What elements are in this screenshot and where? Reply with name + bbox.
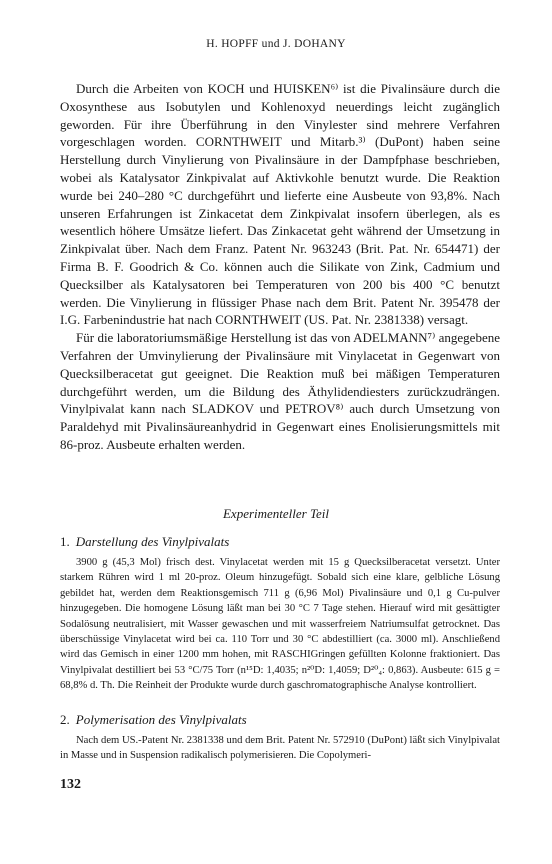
section-1-body [60,555,500,694]
section-1-heading [60,534,500,550]
section-2-title: Polymerisation des Vinylpivalats [75,712,247,727]
experimental-heading: Experimenteller Teil [222,506,330,521]
running-header: H. HOPFF und J. DOHANY [206,38,346,50]
section-2-number: 2. [60,712,70,727]
section-1-number: 1. [60,534,70,549]
section-2-paragraph: Nach dem US.-Patent Nr. 2381338 und dem Brit. Patent Nr. 572910 (DuPont) läßt sich Vinylpivalat in Masse und in Suspension radikalisch polymerisieren. Die Copolymeri- [60,735,500,762]
section-1-paragraph: 3900 g (45,3 Mol) frisch dest. Vinylacetat werden mit 15 g Quecksilberacetat versetzt. Unter starkem Rühren wird 1 ml 20-proz. Oleum hinzugefügt. Sobald sich eine klare, gelbliche Lösung gebildet hat, werden dem Reaktionsgemisch 711 g (6,96 Mol) Pivalinsäure und 0,1 g Cu-pulver hinzugegeben. Die homogene Lösung läßt man bei 30 °C 7 Tage stehen. Hierauf wird mit gesättigter Sodalösung neutralisiert, mit Wasser gewaschen und mit wasserfreiem Natriumsulfat getrocknet. Das überschüssige Vinylacetat wird bei ca. 110 Torr und 30 °C abdestilliert (ca. 3000 ml). Anschließend wird das Gemisch in einer 1200 mm hohen, mit RASCHIGringen gefüllten Kolonne fraktioniert. Das Vinylpivalat destilliert bei 53 °C/75 Torr (n¹⁵D: 1,4035; n²⁰D: 1,4059; D²⁰₄: 0,863). Ausbeute: 615 g = 68,8% d. Th. Die Reinheit der Produkte wurde durch gaschromatographische Analyse kontrolliert. [60,557,500,692]
page-number: 132 [60,777,81,792]
section-2-heading [60,712,500,728]
intro-paragraph-1: Durch die Arbeiten von KOCH und HUISKEN⁶⁾ ist die Pivalinsäure durch die Oxosynthese aus Isobutylen und Kohlenoxyd neuerdings leicht zugänglich geworden. Für ihre Überführung in den Vinylester sind mehrere Verfahren vorgeschlagen worden. CORNTHWEIT und Mitarb.³⁾ (DuPont) haben seine Herstellung durch Vinylierung von Pivalinsäure in der Dampfphase beschrieben, wobei als Katalysator Zinkpivalat auf Aktivkohle benutzt wurde. Die Reaktion wurde bei 240–280 °C durchgeführt und lieferte eine Ausbeute von 93,8%. Nach unseren Erfahrungen ist Zinkacetat dem Zinkpivalat insofern überlegen, als es wesentlich höhere Umsätze liefert. Das Zinkacetat geht während der Umsetzung in Zinkpivalat über. Nach dem Franz. Patent Nr. 963243 (Brit. Pat. Nr. 654471) der Firma B. F. Goodrich & Co. können auch die Silikate von Zink, Cadmium und Quecksilber als Katalysatoren bei Temperaturen von 200 bis 400 °C benutzt werden. Die Vinylierung in flüssiger Phase nach dem Brit. Patent Nr. 395478 der I.G. Farbenindustrie hat nach CORNTHWEIT (US. Pat. Nr. 2381338) versagt. [60,81,500,328]
section-2-body [60,733,500,764]
intro-text [60,80,500,454]
section-1-title: Darstellung des Vinylpivalats [75,534,230,549]
intro-paragraph-2: Für die laboratoriumsmäßige Herstellung ist das von ADELMANN⁷⁾ angegebene Verfahren der Umvinylierung der Pivalinsäure mit Vinylacetat in Gegenwart von Quecksilberacetat gut geeignet. Die Reaktion muß bei mäßigen Temperaturen durchgeführt werden, um die Bildung des Äthylidendiesters zurückzudrängen. Vinylpivalat kann nach SLADKOV und PETROV⁸⁾ auch durch Umsetzung von Paraldehyd mit Pivalinsäureanhydrid in Gegenwart eines Enolisierungsmittels mit 86-proz. Ausbeute erhalten werden. [60,330,500,452]
